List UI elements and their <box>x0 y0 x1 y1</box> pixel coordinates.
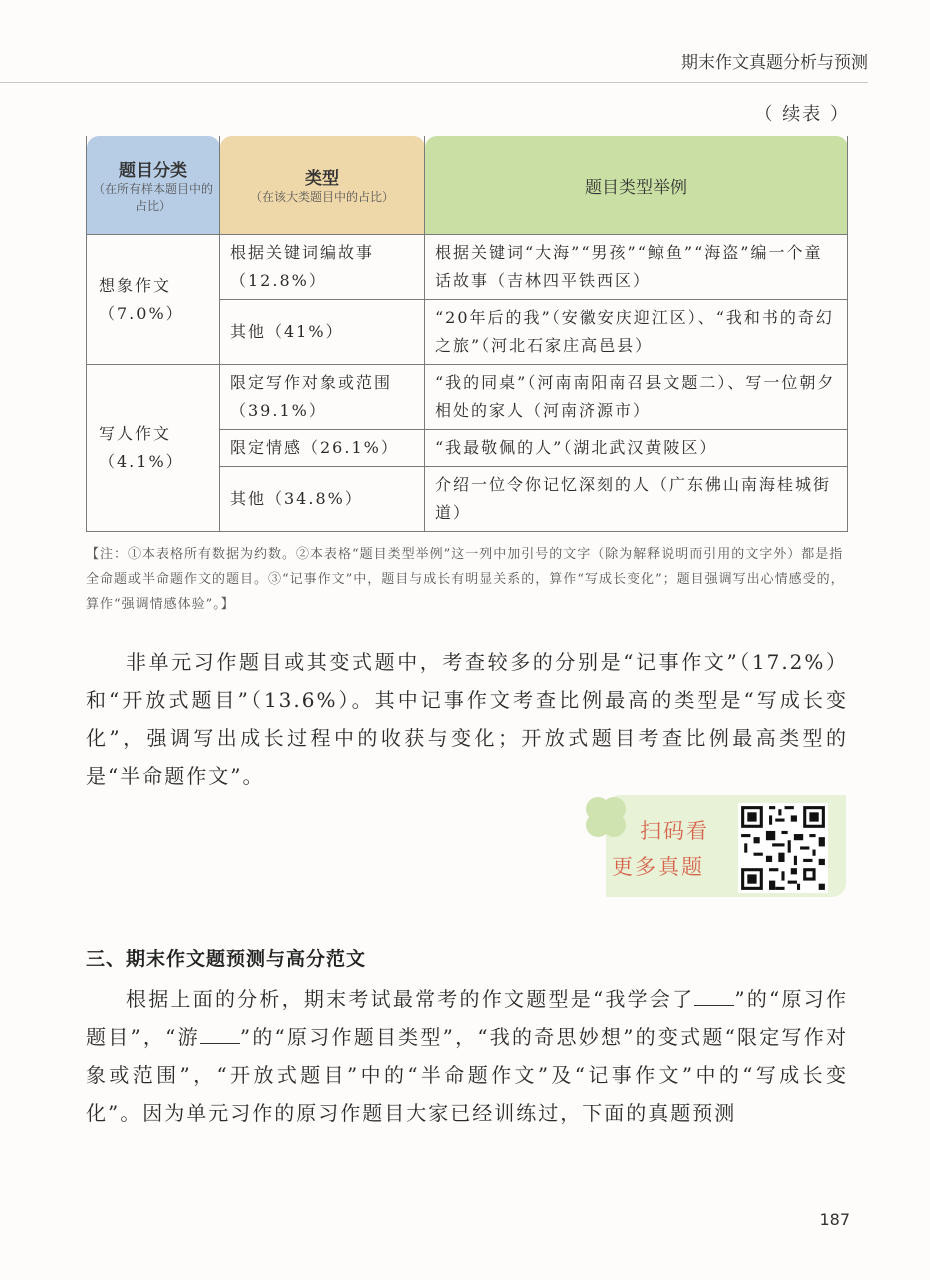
header-example <box>425 136 848 235</box>
paragraph2-part1: 根据上面的分析，期末考试最常考的作文题型是“我学会了 <box>126 987 695 1011</box>
header-category-sub: （在所有样本题目中的占比） <box>92 181 213 213</box>
analysis-paragraph: 非单元习作题目或其变式题中，考查较多的分别是“记事作文”（17.2%）和“开放式题目”（13.6%）。其中记事作文考查比例最高的类型是“写成长变化”，强调写出成长过程中的收获与变化；开放式题目考查比例最高类型的是“半命题作文”。 <box>86 650 848 788</box>
continued-label: （ 续表 ） <box>754 104 850 125</box>
example-cell: “我的同桌”（河南南阳南召县文题二）、写一位朝夕相处的家人（河南济源市） <box>425 365 848 430</box>
prediction-paragraph <box>86 980 848 1132</box>
category-cell <box>87 235 220 365</box>
header-type-sub: （在该大类题目中的占比） <box>249 190 394 204</box>
category-name: 想象作文 <box>99 275 172 295</box>
table-row <box>87 365 848 430</box>
type-cell: 限定写作对象或范围（39.1%） <box>220 365 425 430</box>
type-cell: 根据关键词编故事（12.8%） <box>220 235 425 300</box>
fill-blank <box>694 989 734 1006</box>
category-name: 写人作文 <box>99 424 172 443</box>
type-cell: 其他（34.8%） <box>220 467 425 532</box>
category-cell <box>87 365 220 532</box>
header-type <box>220 136 425 235</box>
paragraph2-part2: ”的“原习作题目”，“游 <box>86 987 848 1049</box>
qr-line2: 更多真题 <box>612 855 704 879</box>
type-cell: 其他（41%） <box>220 300 425 365</box>
section-title: 三、期末作文题预测与高分范文 <box>86 948 367 970</box>
header-category <box>87 136 220 235</box>
header-rule <box>0 82 868 83</box>
example-cell: 根据关键词“大海”“男孩”“鲸鱼”“海盗”编一个童话故事（吉林四平铁西区） <box>425 235 848 300</box>
header-example-title: 题目类型举例 <box>585 177 687 198</box>
qr-code-icon[interactable] <box>738 803 828 893</box>
header-category-title: 题目分类 <box>119 160 187 181</box>
example-cell: “20年后的我”（安徽安庆迎江区）、“我和书的奇幻之旅”（河北石家庄高邑县） <box>425 300 848 365</box>
clover-icon <box>576 787 636 847</box>
fill-blank <box>200 1027 240 1044</box>
table-row <box>87 235 848 300</box>
paragraph2-part3: ”的“原习作题目类型”，“我的奇思妙想”的变式题“限定写作对象或范围”，“开放式题目”中的“半命题作文”及“记事作文”中的“写成长变化”。因为单元习作的原习作题目大家已经训练过，下面的真题预测 <box>86 1025 848 1125</box>
qr-line1: 扫码看 <box>640 819 709 843</box>
running-header: 期末作文真题分析与预测 <box>681 53 868 73</box>
example-cell: 介绍一位令你记忆深刻的人（广东佛山南海桂城街道） <box>425 467 848 532</box>
category-pct: （4.1%） <box>99 452 184 471</box>
example-cell: “我最敬佩的人”（湖北武汉黄陂区） <box>425 430 848 467</box>
analysis-table <box>86 136 848 532</box>
type-cell: 限定情感（26.1%） <box>220 430 425 467</box>
header-type-title: 类型 <box>305 169 339 189</box>
page-number: 187 <box>819 1210 850 1229</box>
category-pct: （7.0%） <box>99 303 184 323</box>
qr-promo[interactable] <box>606 795 846 897</box>
table-note: 【注：①本表格所有数据为约数。②本表格“题目类型举例”这一列中加引号的文字（除为解释说明而引用的文字外）都是指全命题或半命题作文的题目。③“记事作文”中，题目与成长有明显关系的，算作“写成长变化”；题目强调写出心情感受的，算作“强调情感体验”。】 <box>86 547 845 612</box>
